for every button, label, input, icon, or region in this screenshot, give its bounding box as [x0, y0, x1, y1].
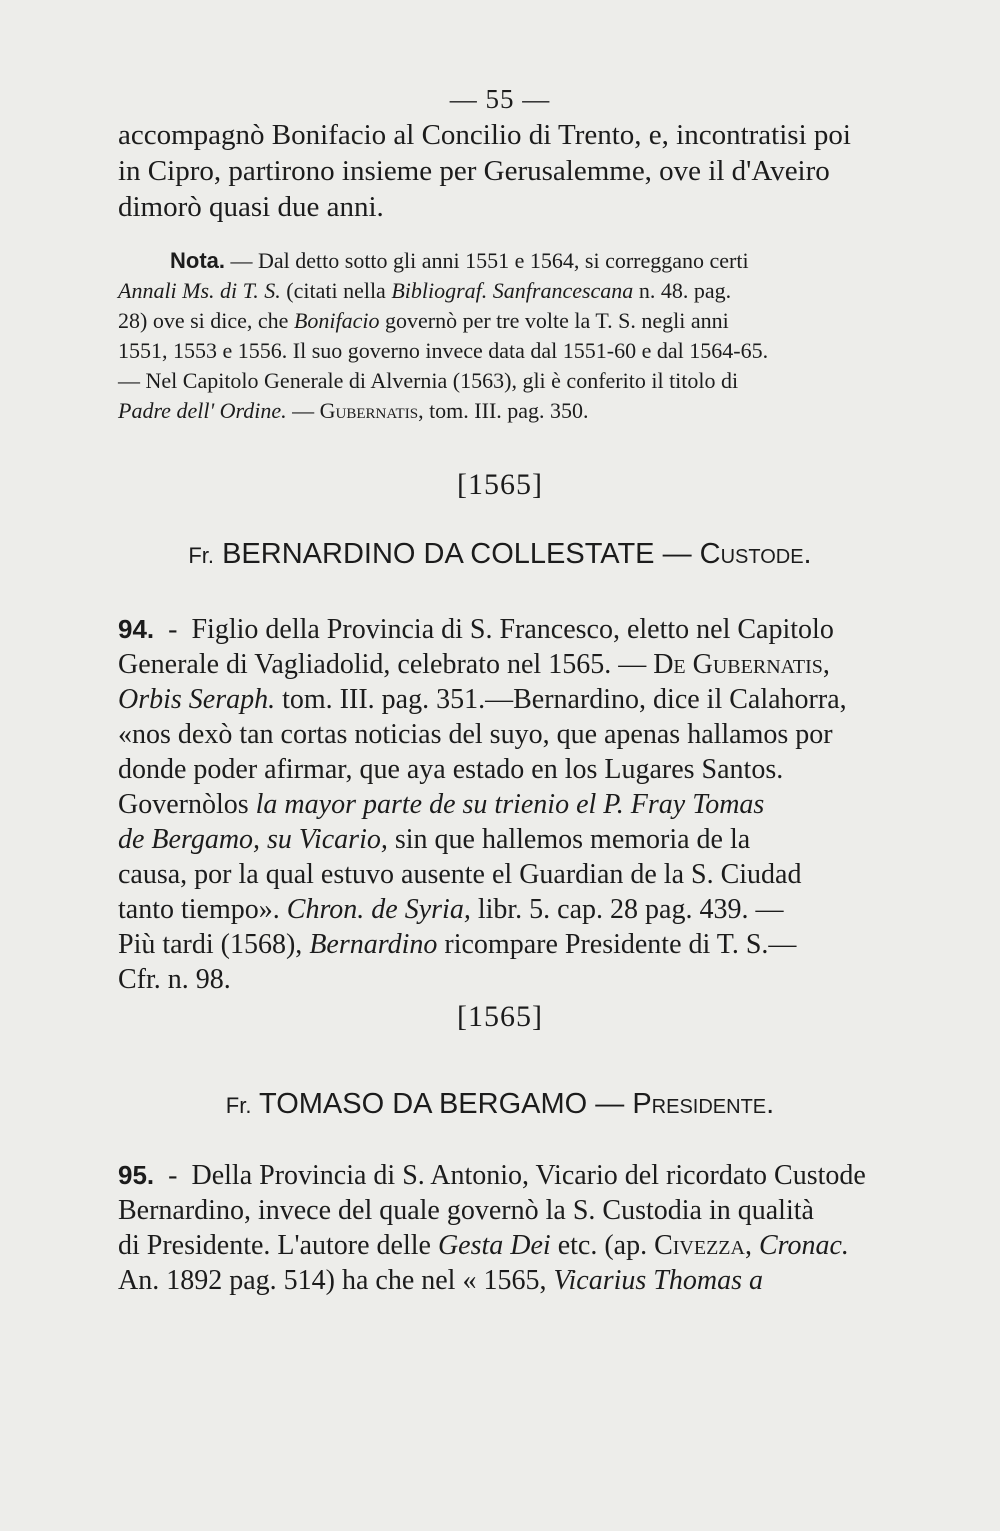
entry-number: 95. [118, 1160, 155, 1190]
continuation-paragraph [118, 117, 878, 225]
text-line: accompagnò Bonifacio al Concilio di Trento, e, incontratisi poi [118, 119, 851, 151]
text-line: Annali Ms. di T. S. (citati nella Bibliograf. Sanfrancescana n. 48. pag. [118, 278, 732, 303]
heading-prefix: Fr. [225, 1093, 252, 1118]
entry-95 [118, 1158, 878, 1298]
text-line: Orbis Seraph. tom. III. pag. 351.—Bernardino, dice il Calahorra, [118, 684, 847, 715]
text-line: 94. - Figlio della Provincia di S. Francesco, eletto nel Capitolo [118, 614, 834, 645]
text-line: 28) ove si dice, che Bonifacio governò per tre volte la T. S. negli anni [118, 308, 729, 333]
section-year: [1565] [457, 468, 543, 501]
text-line: dimorò quasi due anni. [118, 191, 384, 223]
text-line: donde poder afirmar, que aya estado en los Lugares Santos. [118, 754, 784, 785]
text-line: Governòlos la mayor parte de su trienio el P. Fray Tomas [118, 789, 765, 820]
heading-prefix: Fr. [188, 543, 215, 568]
text-line: 95. - Della Provincia di S. Antonio, Vicario del ricordato Custode [118, 1160, 866, 1191]
section-year: [1565] [457, 1000, 543, 1033]
text-line: — Nel Capitolo Generale di Alvernia (1563), gli è conferito il titolo di [118, 368, 739, 393]
text-line: in Cipro, partirono insieme per Gerusalemme, ove il d'Aveiro [118, 155, 830, 187]
note-paragraph [118, 246, 878, 426]
section-heading [140, 1088, 860, 1121]
text-line: «nos dexò tan cortas noticias del suyo, que apenas hallamos por [118, 719, 833, 750]
text-line: causa, por la qual estuvo ausente el Guardian de la S. Ciudad [118, 859, 802, 890]
text-line: di Presidente. L'autore delle Gesta Dei etc. (ap. Civezza, Cronac. [118, 1230, 849, 1261]
heading-role: Custode. [699, 538, 812, 570]
section-heading [140, 538, 860, 571]
entry-94 [118, 612, 878, 997]
text-line: Nota. — Dal detto sotto gli anni 1551 e 1564, si correggano certi [170, 248, 749, 273]
text-line: Più tardi (1568), Bernardino ricompare Presidente di T. S.— [118, 929, 797, 960]
heading-dash: — [662, 538, 692, 570]
text-line: An. 1892 pag. 514) ha che nel « 1565, Vicarius Thomas a [118, 1265, 763, 1296]
text-line: tanto tiempo». Chron. de Syria, libr. 5. cap. 28 pag. 439. — [118, 894, 784, 925]
heading-dash: — [595, 1088, 625, 1120]
entry-number: 94. [118, 614, 155, 644]
text-line: Generale di Vagliadolid, celebrato nel 1565. — De Gubernatis, [118, 649, 830, 680]
text-line: Bernardino, invece del quale governò la S. Custodia in qualità [118, 1195, 814, 1226]
heading-name: BERNARDINO DA COLLESTATE [222, 538, 655, 570]
heading-name: TOMASO DA BERGAMO [259, 1088, 588, 1120]
heading-role: Presidente. [632, 1088, 775, 1120]
text-line: de Bergamo, su Vicario, sin que hallemos memoria de la [118, 824, 751, 855]
text-line: Padre dell' Ordine. — Gubernatis, tom. III. pag. 350. [118, 398, 589, 423]
note-label: Nota. [170, 248, 225, 273]
text-line: Cfr. n. 98. [118, 964, 231, 995]
page-number: — 55 — [449, 84, 551, 114]
text-line: 1551, 1553 e 1556. Il suo governo invece data dal 1551-60 e dal 1564-65. [118, 338, 769, 363]
